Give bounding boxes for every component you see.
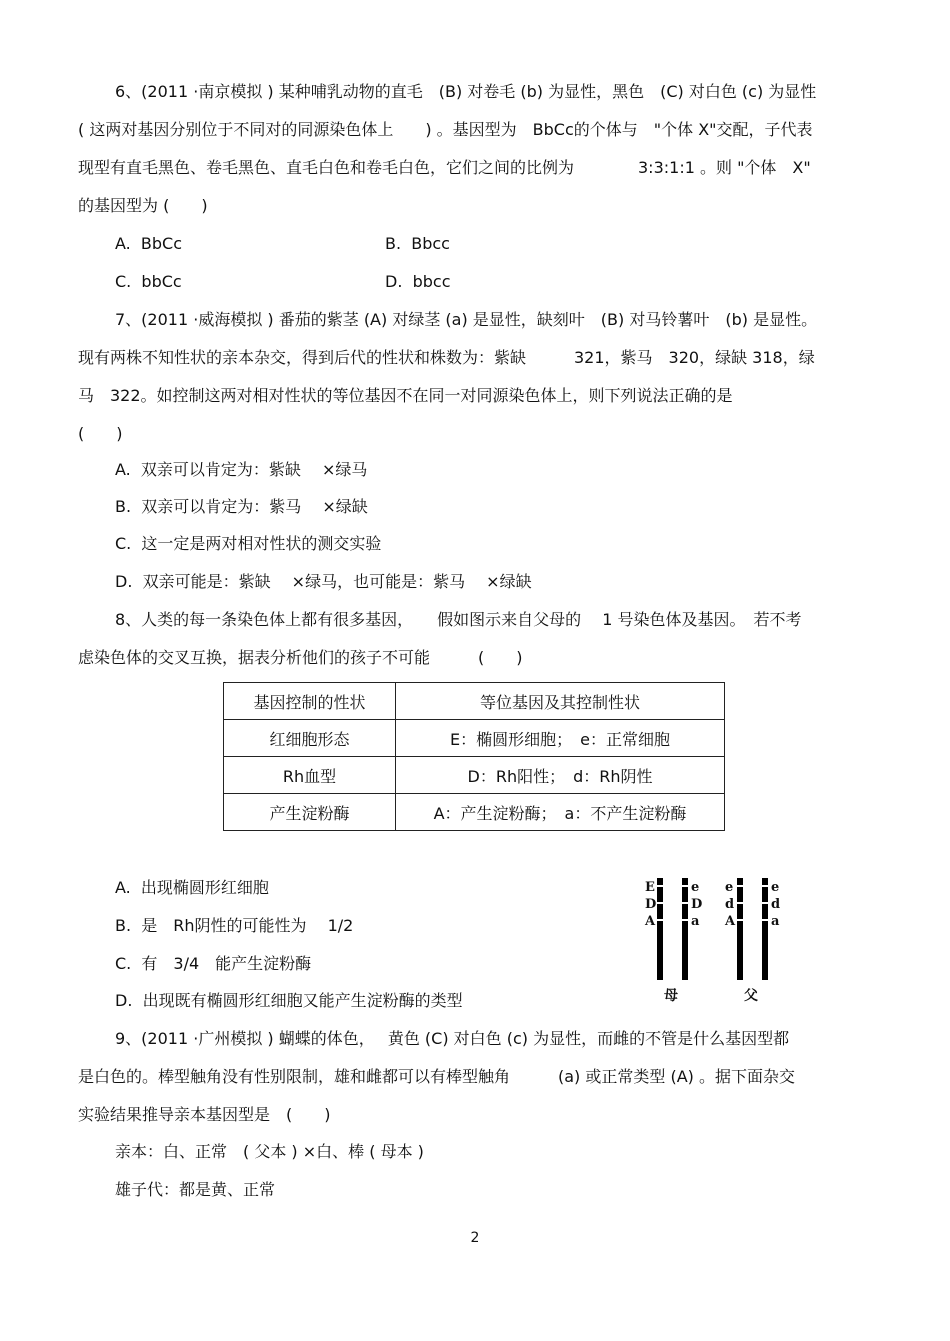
table-cell: Rh血型	[224, 757, 396, 794]
chromosome-bar	[762, 878, 768, 980]
table-cell: 红细胞形态	[224, 720, 396, 757]
table-cell: A：产生淀粉酶； a：不产生淀粉酶	[396, 794, 725, 831]
text-line-q6-l2: ( 这两对基因分别位于不同对的同源染色体上 ) 。基因型为 BbCc的个体与 "个体 X"交配，子代表	[78, 120, 813, 139]
text-line-q6-l4: 的基因型为 ( )	[78, 196, 208, 215]
text-line-q7-l3: 马 322。如控制这两对相对性状的等位基因不在同一对同源染色体上，则下列说法正确的是	[78, 386, 733, 405]
gene-label: D	[691, 897, 703, 912]
text-line-q8-l1: 8、人类的每一条染色体上都有很多基因， 假如图示来自父母的 1 号染色体及基因。 若不考	[115, 610, 802, 629]
table-row	[224, 757, 725, 794]
gene-label: d	[725, 897, 735, 912]
gene-label: E	[645, 880, 655, 895]
text-line-q8-c: C. 有 3/4 能产生淀粉酶	[115, 954, 312, 973]
text-line-q6-l3: 现型有直毛黑色、卷毛黑色、直毛白色和卷毛白色，它们之间的比例为 3:3:1:1 。则 "个体 X"	[78, 158, 811, 177]
text-line-q7-l4: ( )	[78, 424, 123, 443]
gene-label: a	[691, 914, 700, 929]
table-cell: E：椭圆形细胞； e：正常细胞	[396, 720, 725, 757]
text-line-q9-l1: 9、(2011 ·广州模拟 ) 蝴蝶的体色， 黄色 (C) 对白色 (c) 为显性，而雌的不管是什么基因型都	[115, 1029, 790, 1048]
mother-label: 母	[664, 988, 678, 1004]
text-line-q6-d: D. bbcc	[385, 272, 451, 291]
table-cell: 产生淀粉酶	[224, 794, 396, 831]
gene-label: e	[725, 880, 734, 895]
gene-label: a	[771, 914, 780, 929]
text-line-q9-l4: 亲本：白、正常 ( 父本 ) ×白、棒 ( 母本 )	[115, 1142, 424, 1161]
gene-label: e	[691, 880, 700, 895]
text-line-q6-a: A. BbCc	[115, 234, 183, 253]
chromosome-figure	[640, 872, 790, 1007]
gene-trait-table	[223, 682, 725, 831]
gene-label: d	[771, 897, 781, 912]
table-row	[224, 720, 725, 757]
text-line-q8-a: A. 出现椭圆形红细胞	[115, 878, 269, 897]
text-line-q8-l2: 虑染色体的交叉互换，据表分析他们的孩子不可能 ( )	[78, 648, 523, 667]
text-line-q8-b: B. 是 Rh阴性的可能性为 1/2	[115, 916, 354, 935]
table-cell: D：Rh阳性； d：Rh阴性	[396, 757, 725, 794]
chromosome-bar	[737, 878, 743, 980]
text-line-q6-l1: 6、(2011 ·南京模拟 ) 某种哺乳动物的直毛 (B) 对卷毛 (b) 为显性，黑色 (C) 对白色 (c) 为显性	[115, 82, 817, 101]
table-header-row	[224, 683, 725, 720]
table-header: 基因控制的性状	[224, 683, 396, 720]
table-row	[224, 794, 725, 831]
chromosome-bar	[657, 878, 663, 980]
text-line-q9-l5: 雄子代：都是黄、正常	[115, 1180, 276, 1199]
text-line-q7-b: B. 双亲可以肯定为：紫马 ×绿缺	[115, 497, 368, 516]
text-line-q6-b: B. Bbcc	[385, 234, 450, 253]
text-line-q7-d: D. 双亲可能是：紫缺 ×绿马，也可能是：紫马 ×绿缺	[115, 572, 532, 591]
gene-label: D	[645, 897, 657, 912]
text-line-q7-a: A. 双亲可以肯定为：紫缺 ×绿马	[115, 460, 368, 479]
text-line-q6-c: C. bbCc	[115, 272, 182, 291]
text-line-q9-l2: 是白色的。棒型触角没有性别限制，雄和雌都可以有棒型触角 (a) 或正常类型 (A) 。据下面杂交	[78, 1067, 795, 1086]
text-line-q8-d: D. 出现既有椭圆形红细胞又能产生淀粉酶的类型	[115, 991, 463, 1010]
gene-label: A	[725, 914, 736, 929]
gene-label: e	[771, 880, 780, 895]
chromosome-bar	[682, 878, 688, 980]
page-number: 2	[470, 1230, 480, 1246]
text-line-q7-l1: 7、(2011 ·威海模拟 ) 番茄的紫茎 (A) 对绿茎 (a) 是显性，缺刻叶 (B) 对马铃薯叶 (b) 是显性。	[115, 310, 818, 329]
father-label: 父	[744, 988, 758, 1004]
text-line-q9-l3: 实验结果推导亲本基因型是 ( )	[78, 1105, 331, 1124]
gene-label: A	[645, 914, 656, 929]
text-line-q7-l2: 现有两株不知性状的亲本杂交，得到后代的性状和株数为：紫缺 321，紫马 320，绿缺 318，绿	[78, 348, 815, 367]
text-line-q7-c: C. 这一定是两对相对性状的测交实验	[115, 534, 382, 553]
table-header: 等位基因及其控制性状	[396, 683, 725, 720]
